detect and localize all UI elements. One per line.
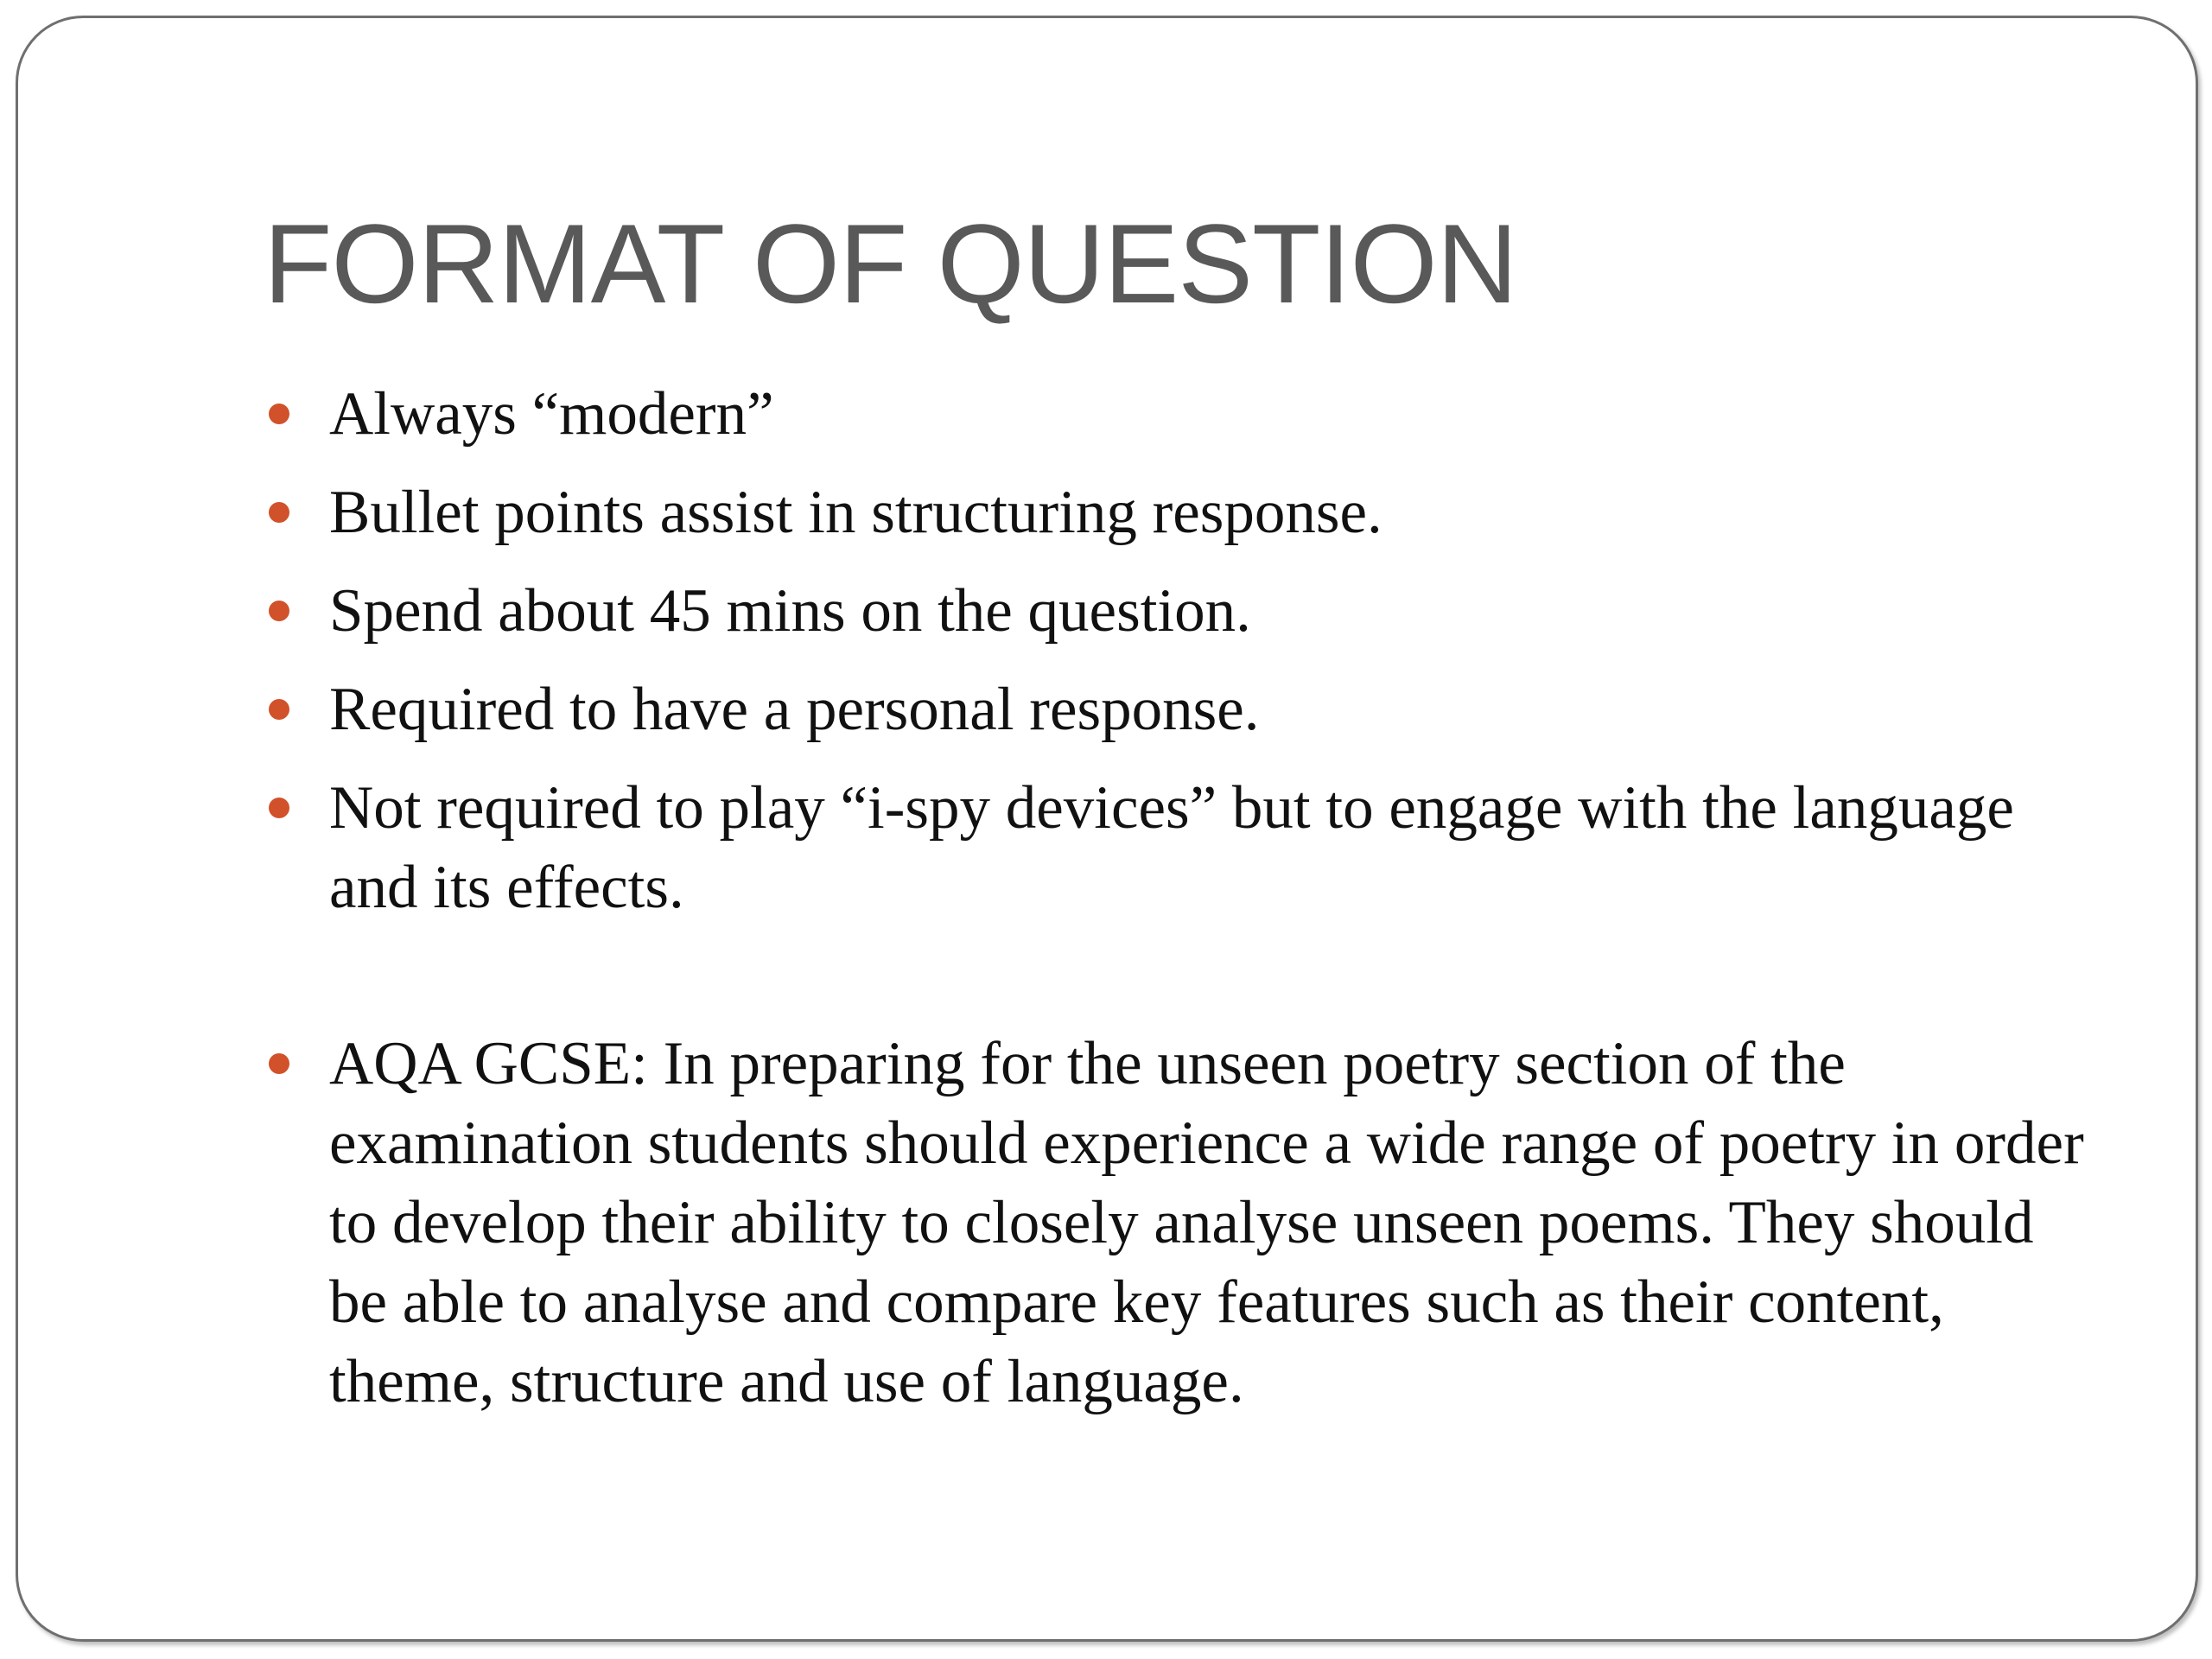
bullet-item bbox=[329, 670, 2101, 749]
bullet-list bbox=[329, 374, 2101, 1440]
bullet-text: Always “modern” bbox=[329, 380, 774, 448]
bullet-dot-icon bbox=[269, 502, 289, 523]
bullet-text: Required to have a personal response. bbox=[329, 676, 1260, 743]
bullet-dot-icon bbox=[269, 404, 289, 424]
bullet-item bbox=[329, 374, 2101, 454]
bullet-text: AQA GCSE: In preparing for the unseen poetry section of the examination students should experience a wide range of poetry in order to develop their ability to closely analyse unseen poems. They should be able to analyse and compare key features such as their content, theme, structure and use of language. bbox=[329, 1030, 2084, 1415]
bullet-item bbox=[329, 473, 2101, 552]
bullet-dot-icon bbox=[269, 699, 289, 720]
bullet-item-aqa-gcse bbox=[329, 1024, 2101, 1421]
slide-title: FORMAT OF QUESTION bbox=[264, 200, 1517, 327]
bullet-dot-icon bbox=[269, 1053, 289, 1074]
bullet-dot-icon bbox=[269, 798, 289, 818]
bullet-text: Bullet points assist in structuring response. bbox=[329, 479, 1382, 546]
bullet-text: Spend about 45 mins on the question. bbox=[329, 577, 1251, 645]
bullet-item bbox=[329, 768, 2101, 927]
bullet-text: Not required to play “i-spy devices” but to engage with the language and its effects. bbox=[329, 774, 2014, 921]
bullet-dot-icon bbox=[269, 601, 289, 621]
slide-frame bbox=[16, 16, 2198, 1642]
bullet-item bbox=[329, 571, 2101, 651]
